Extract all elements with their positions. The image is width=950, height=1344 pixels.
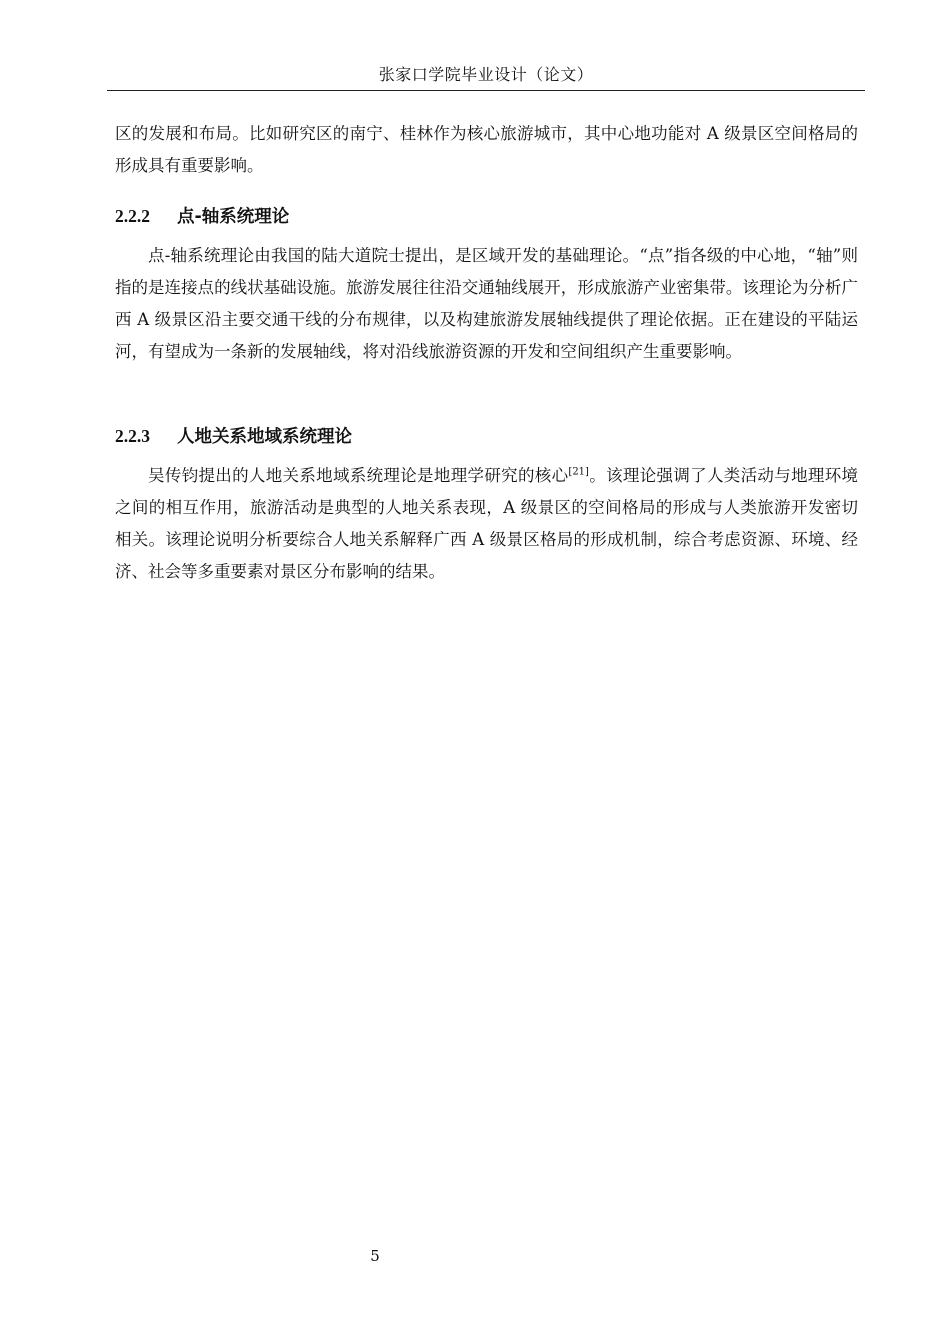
paragraph-text: 吴传钧提出的人地关系地域系统理论是地理学研究的核心 — [148, 466, 569, 485]
section-number: 2.2.2 — [115, 206, 150, 226]
header-rule — [107, 90, 865, 91]
section-heading-2-2-2 — [115, 204, 858, 229]
paragraph-man-land-theory — [115, 460, 858, 588]
paragraph-point-axis-theory: 点-轴系统理论由我国的陆大道院士提出，是区域开发的基础理论。“点”指各级的中心地，“轴”则指的是连接点的线状基础设施。旅游发展往往沿交通轴线展开，形成旅游产业密集带。该理论为分析广西 A 级景区沿主要交通干线的分布规律，以及构建旅游发展轴线提供了理论依据。正在建设的平陆运河，有望成为一条新的发展轴线，将对沿线旅游资源的开发和空间组织产生重要影响。 — [115, 246, 858, 361]
section-heading-2-2-3 — [115, 424, 858, 449]
section-title: 人地关系地域系统理论 — [177, 427, 352, 447]
page-number: 5 — [370, 1247, 380, 1265]
section-title: 点-轴系统理论 — [177, 207, 290, 227]
running-header: 张家口学院毕业设计（论文） — [378, 65, 594, 84]
section-number: 2.2.3 — [115, 426, 150, 446]
continuation-paragraph: 区的发展和布局。比如研究区的南宁、桂林作为核心旅游城市，其中心地功能对 A 级景区空间格局的形成具有重要影响。 — [115, 124, 858, 175]
citation-21: [21] — [568, 466, 589, 478]
paragraph-text: 。该理论强调了人类活动与地理环境之间的相互作用，旅游活动是典型的人地关系表现，A 级景区的空间格局的形成与人类旅游开发密切相关。该理论说明分析要综合人地关系解释广西 A 级景区格局的形成机制，综合考虑资源、环境、经济、社会等多重要素对景区分布影响的结果。 — [115, 466, 859, 581]
